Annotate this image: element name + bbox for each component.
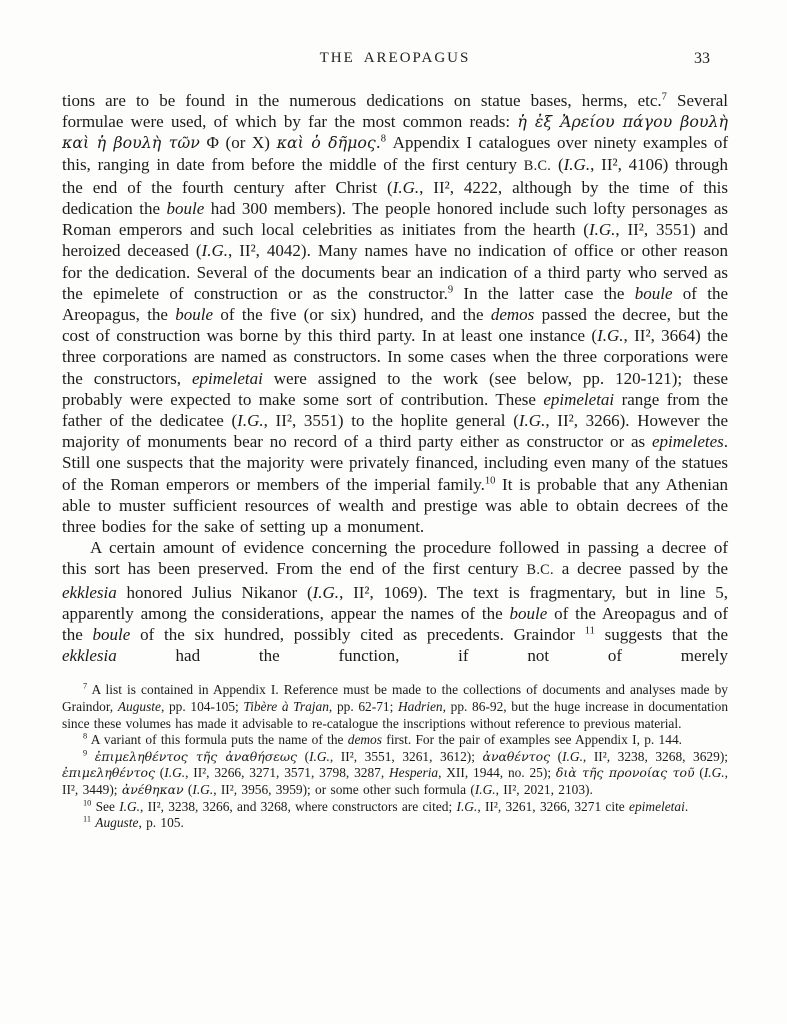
running-head (62, 50, 728, 70)
body-paragraph-1: tions are to be found in the numerous dedications on statue bases, herms, etc.$^7$ Several formulae were used, of which by far the most common reads: ἡ ἐξ Ἀρείου πάγου βουλὴ καὶ ἡ βουλὴ τῶν Φ (or X) καὶ ὁ δῆμος.$^8$ Appendix I catalogues over ninety examples of this, ranging in date from before the middle of the first century B.C. (I.G., II², 4106) through the end of the fourth century after Christ (I.G., II², 4222, although by the time of this dedication the boule had 300 members). The people honored include such lofty personages as Roman emperors and such local celebrities as initiates from the hearth (I.G., II², 3551) and heroized deceased (I.G., II², 4042). Many names have no indication of office or other reason for the dedication. Several of the documents bear an indication of a third party who served as the epimelete of construction or as the constructor.$^9$ In the latter case the boule of the Areopagus, the boule of the five (or six) hundred, and the demos passed the decree, but the cost of construction was borne by this third party. In at least one instance (I.G., II², 3664) the three corporations are named as constructors. In some cases when the three corporations were the constructors, epimeletai were assigned to the work (see below, pp. 120-121); these probably were expected to make some sort of contribution. These epimeletai range from the father of the dedicatee (I.G., II², 3551) to the hoplite general (I.G., II², 3266). However the majority of monuments bear no record of a third party either as constructor or as epimeletes. Still one suspects that the majority were privately financed, including even many of the statues of the Roman emperors or members of the imperial family.$^{10}$ It is probable that any Athenian able to muster sufficient resources of wealth and prestige was able to obtain decrees of the three bodies for the sake of setting up a monument. (62, 91, 729, 537)
body-text (62, 90, 728, 666)
footnote-9: $^9$ ἐπιμεληθέντος τῆς ἀναθήσεως (I.G., II², 3551, 3261, 3612); ἀναθέντος (I.G., II², 3238, 3268, 3629); ἐπιμεληθέντος (I.G., II², 3266, 3271, 3571, 3798, 3287, Hesperia, XII, 1944, no. 25); διὰ τῆς προνοίας τοῦ (I.G., II², 3449); ἀνέθηκαν (I.G., II², 3956, 3959); or some other such formula (I.G., II², 2021, 2103). (62, 748, 729, 798)
footnote-7: $^7$ A list is contained in Appendix I. Reference must be made to the collections of documents and analyses made by Graindor, Auguste, pp. 104-105; Tibère à Trajan, pp. 62-71; Hadrien, pp. 86-92, but the huge increase in documentation since these volumes has made it advisable to re-catalogue the inscriptions without reference to previous material. (62, 682, 729, 731)
running-head-title: THE AREOPAGUS (319, 50, 471, 66)
footnote-11: $^{11}$ Auguste, p. 105. (83, 814, 184, 831)
body-paragraph-2: A certain amount of evidence concerning the procedure followed in passing a decree of this sort has been preserved. From the end of the first century B.C. a decree passed by the ekklesia honored Julius Nikanor (I.G., II², 1069). The text is fragmentary, but in line 5, apparently among the considerations, appear the names of the boule of the Areopagus and of the boule of the six hundred, possibly cited as precedents. Graindor $^{11}$ suggests that the ekklesia had the function, if not of merely (62, 538, 729, 666)
footnote-10: $^{10}$ See I.G., II², 3238, 3266, and 3268, where constructors are cited; I.G., II², 3261, 3266, 3271 cite epimeletai. (83, 798, 689, 814)
page-number: 33 (694, 50, 710, 67)
footnote-8: $^8$ A variant of this formula puts the name of the demos first. For the pair of examples see Appendix I, p. 144. (83, 731, 682, 748)
footnotes (62, 682, 728, 831)
